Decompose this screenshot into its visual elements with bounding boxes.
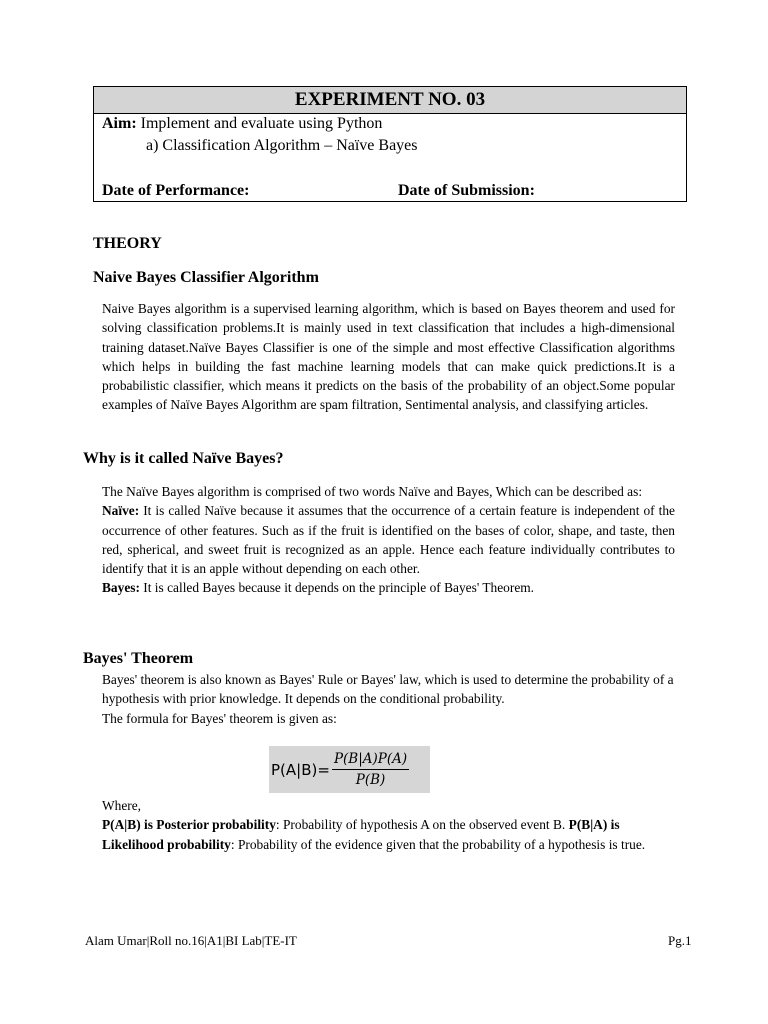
bayes-theorem-section — [102, 670, 675, 728]
bayes-text: It is called Bayes because it depends on the principle of Bayes' Theorem. — [139, 580, 535, 596]
bayes-label: Bayes: — [102, 580, 140, 596]
formula-denominator: P(B) — [355, 772, 386, 788]
bayes-formula — [269, 746, 430, 793]
bayes-definition — [102, 578, 675, 597]
formula-lhs: P(A|B)= — [271, 760, 330, 779]
aim-line — [102, 115, 382, 133]
theory-heading: THEORY — [93, 235, 162, 252]
date-of-performance: Date of Performance: — [102, 182, 250, 199]
footer-page-number: Pg.1 — [668, 933, 692, 948]
likelihood-label: P(B|A) is Likelihood probability — [102, 817, 620, 852]
naive-label: Naïve: — [102, 503, 140, 519]
why-heading: Why is it called Naïve Bayes? — [83, 450, 284, 467]
where-label: Where, — [102, 798, 142, 813]
where-section — [102, 796, 675, 854]
experiment-header-box — [93, 86, 687, 202]
bayes-theorem-heading: Bayes' Theorem — [83, 650, 194, 667]
theory-paragraph: Naive Bayes algorithm is a supervised learning algorithm, which is based on Bayes theorem and used for solving classification problems.It is mainly used in text classification that includes a high-dimensional training dataset.Naïve Bayes Classifier is one of the simple and most effective Classification algorithms which helps in building the fast machine learning models that can make quick predictions.It is a probabilistic classifier, which means it predicts on the basis of the probability of an object.Some popular examples of Naïve Bayes Algorithm are spam filtration, Sentimental analysis, and classifying articles. — [102, 301, 675, 413]
why-section — [102, 482, 675, 598]
probability-definitions — [102, 815, 675, 854]
aim-subitem: a) Classification Algorithm – Naïve Bayes — [146, 137, 418, 154]
posterior-text: : Probability of hypothesis A on the observed event B. — [275, 817, 569, 833]
aim-label: Aim: — [102, 115, 137, 132]
posterior-label: P(A|B) is Posterior probability — [102, 817, 276, 833]
formula-fraction — [332, 749, 409, 790]
date-of-submission: Date of Submission: — [398, 182, 535, 199]
naive-text: It is called Naïve because it assumes that the occurrence of a certain feature is independent of the occurrence of other features. Such as if the fruit is identified on the bases of color, shape, and taste, then red, spherical, and sweet fruit is recognized as an apple. Hence each feature individually contributes to identify that it is an apple without depending on each other. — [102, 503, 675, 577]
likelihood-text: : Probability of the evidence given that the probability of a hypothesis is true. — [230, 836, 646, 852]
aim-text: Implement and evaluate using Python — [136, 115, 383, 132]
experiment-title: EXPERIMENT NO. 03 — [94, 87, 686, 114]
formula-intro: The formula for Bayes' theorem is given as: — [102, 710, 337, 726]
naive-bayes-heading: Naive Bayes Classifier Algorithm — [93, 269, 319, 286]
footer-author: Alam Umar|Roll no.16|A1|BI Lab|TE-IT — [85, 933, 297, 948]
bayes-theorem-paragraph: Bayes' theorem is also known as Bayes' Rule or Bayes' law, which is used to determine the probability of a hypothesis with prior knowledge. It depends on the conditional probability. — [102, 672, 674, 707]
formula-numerator: P(B|A)P(A) — [332, 749, 409, 770]
why-intro: The Naïve Bayes algorithm is comprised of two words Naïve and Bayes, Which can be described as: — [102, 484, 643, 499]
naive-definition — [102, 501, 675, 578]
